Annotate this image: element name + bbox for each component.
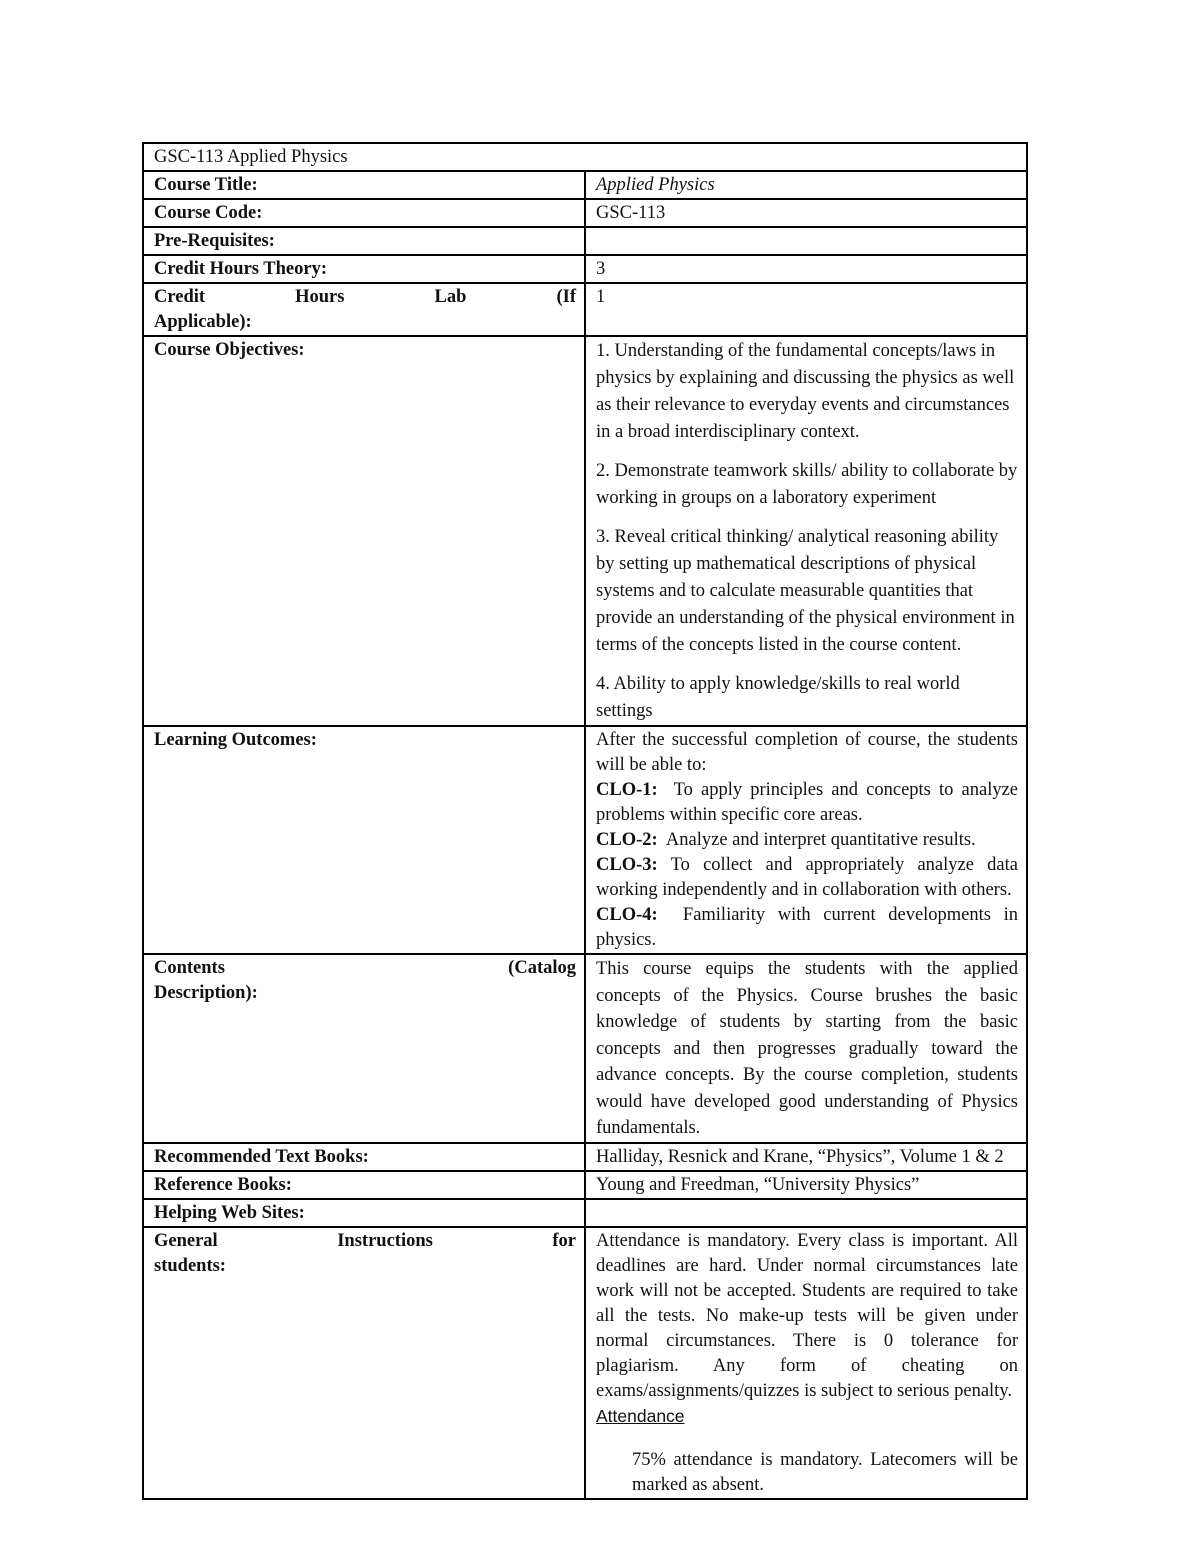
instructions-value	[585, 1227, 1027, 1499]
row-prerequisites	[143, 227, 1027, 255]
outcomes-intro: After the successful completion of course, the students will be able to:	[596, 730, 1018, 775]
instructions-label	[143, 1227, 585, 1499]
row-course-code	[143, 199, 1027, 227]
text-books-value: Halliday, Resnick and Krane, “Physics”, Volume 1 & 2	[585, 1143, 1027, 1171]
credit-lab-label-line1: Credit Hours Lab (If	[154, 287, 576, 307]
web-sites-value	[585, 1199, 1027, 1227]
web-sites-label: Helping Web Sites:	[143, 1199, 585, 1227]
contents-label-line2: Description):	[154, 983, 258, 1003]
clo-tag: CLO-2:	[596, 830, 658, 850]
row-web-sites	[143, 1199, 1027, 1227]
clo-text: To collect and appropriately analyze data working independently and in collaboration with others.	[596, 855, 1018, 900]
course-heading-text: GSC-113 Applied Physics	[154, 147, 348, 167]
clo-text: Analyze and interpret quantitative results.	[665, 830, 976, 850]
row-outcomes	[143, 726, 1027, 954]
objective-item: 2. Demonstrate teamwork skills/ ability to collaborate by working in groups on a laboratory experiment	[596, 461, 1018, 508]
clo-tag: CLO-4:	[596, 905, 658, 925]
course-outline-sheet	[142, 142, 1028, 1500]
credit-lab-label-line2: Applicable):	[154, 312, 252, 332]
prerequisites-value	[585, 227, 1027, 255]
course-title-value: Applied Physics	[585, 171, 1027, 199]
attendance-heading-text: Attendance	[596, 1405, 685, 1426]
clo-text: Familiarity with current developments in physics.	[596, 905, 1018, 950]
clo-item	[596, 828, 1018, 853]
objective-item: 4. Ability to apply knowledge/skills to real world settings	[596, 674, 960, 721]
attendance-text: 75% attendance is mandatory. Latecomers will be marked as absent.	[632, 1449, 1018, 1495]
course-code-value: GSC-113	[585, 199, 1027, 227]
contents-value: This course equips the students with the applied concepts of the Physics. Course brushes the basic knowledge of students by starting from the basic concepts and then progresses gradually toward the advance concepts. By the course completion, students would have developed good understanding of Physics fundamentals.	[585, 954, 1027, 1143]
attendance-heading	[596, 1404, 1018, 1430]
course-outline-table	[142, 142, 1028, 1500]
clo-item	[596, 778, 1018, 828]
contents-label	[143, 954, 585, 1143]
clo-item	[596, 903, 1018, 953]
outcomes-value	[585, 726, 1027, 954]
contents-label-line1: Contents (Catalog	[154, 958, 576, 978]
credit-theory-value: 3	[585, 255, 1027, 283]
clo-tag: CLO-1:	[596, 780, 658, 800]
clo-tag: CLO-3:	[596, 855, 658, 875]
row-objectives	[143, 336, 1027, 726]
text-books-label: Recommended Text Books:	[143, 1143, 585, 1171]
reference-books-label: Reference Books:	[143, 1171, 585, 1199]
objectives-value	[585, 336, 1027, 726]
clo-text: To apply principles and concepts to analyze problems within specific core areas.	[596, 780, 1019, 825]
credit-lab-label	[143, 283, 585, 336]
instructions-label-line1: General Instructions for	[154, 1230, 576, 1251]
row-credit-lab	[143, 283, 1027, 336]
credit-lab-value: 1	[585, 283, 1027, 336]
credit-theory-label: Credit Hours Theory:	[143, 255, 585, 283]
instructions-label-line2: students:	[154, 1255, 226, 1276]
prerequisites-label: Pre-Requisites:	[143, 227, 585, 255]
clo-item	[596, 853, 1018, 903]
row-text-books	[143, 1143, 1027, 1171]
objective-item: 3. Reveal critical thinking/ analytical reasoning ability by setting up mathematical descriptions of physical systems and to calculate measurable quantities that provide an understanding of the physical environment in terms of the concepts listed in the course content.	[596, 527, 1015, 655]
objective-item: 1. Understanding of the fundamental concepts/laws in physics by explaining and discussing the physics as well as their relevance to everyday events and circumstances in a broad interdisciplinary context.	[596, 341, 1015, 442]
outcomes-label: Learning Outcomes:	[143, 726, 585, 954]
row-contents	[143, 954, 1027, 1143]
row-reference-books	[143, 1171, 1027, 1199]
reference-books-value: Young and Freedman, “University Physics”	[585, 1171, 1027, 1199]
table-header-row	[143, 143, 1027, 171]
row-instructions	[143, 1227, 1027, 1499]
course-code-label: Course Code:	[143, 199, 585, 227]
instructions-text: Attendance is mandatory. Every class is important. All deadlines are hard. Under normal circumstances late work will not be accepted. Students are required to take all the tests. No make-up tests will be given under normal circumstances. There is 0 tolerance for plagiarism. Any form of cheating on exams/assignments/quizzes is subject to serious penalty.	[596, 1230, 1018, 1401]
course-heading	[143, 143, 1027, 171]
course-title-label: Course Title:	[143, 171, 585, 199]
objectives-label: Course Objectives:	[143, 336, 585, 726]
row-course-title	[143, 171, 1027, 199]
row-credit-theory	[143, 255, 1027, 283]
